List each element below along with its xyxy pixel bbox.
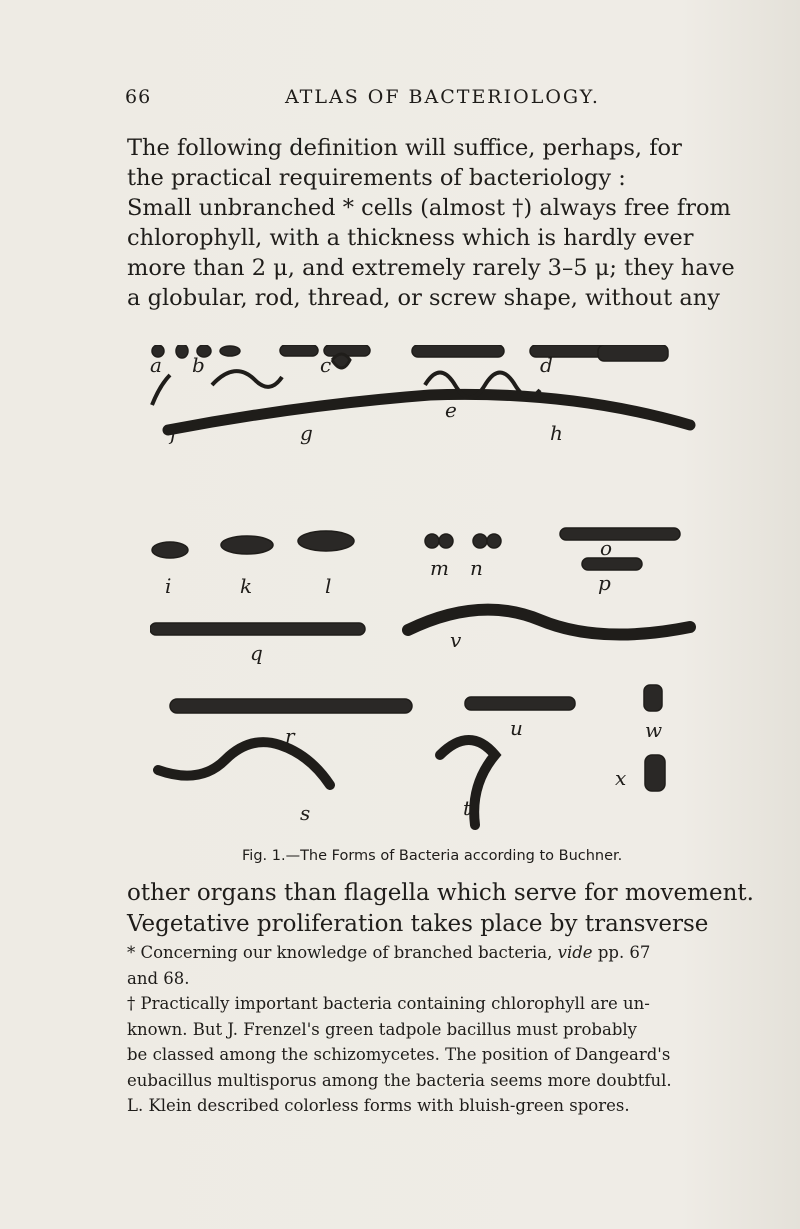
svg-text:v: v <box>450 628 462 652</box>
running-title: ATLAS OF BACTERIOLOGY. <box>285 86 600 108</box>
footnote-text: pp. 67 <box>592 943 651 962</box>
svg-text:w: w <box>645 718 663 742</box>
text-line: the practical requirements of bacteriology : <box>127 165 626 191</box>
figure-caption: Fig. 1.—The Forms of Bacteria according to Buchner. <box>242 848 623 864</box>
text-line: The following definition will suffice, perhaps, for <box>127 135 682 161</box>
footnote-2-cont: eubacillus multisporus among the bacteria seems more doubtful. <box>127 1070 672 1090</box>
paragraph-1 <box>127 133 735 313</box>
footnote-text: * Concerning our knowledge of branched bacteria, <box>127 943 558 962</box>
page-number: 66 <box>125 86 152 108</box>
svg-text:n: n <box>470 556 483 580</box>
footnote-2-cont: be classed among the schizomycetes. The position of Dangeard's <box>127 1045 671 1064</box>
svg-text:b: b <box>192 353 205 377</box>
svg-text:a: a <box>150 353 162 377</box>
svg-text:o: o <box>600 536 613 560</box>
text-line: Small unbranched * cells (almost †) always free from <box>127 195 731 221</box>
svg-text:d: d <box>540 353 553 377</box>
svg-text:r: r <box>285 724 295 748</box>
footnote-2-cont: L. Klein described colorless forms with bluish-green spores. <box>127 1096 630 1115</box>
svg-text:l: l <box>325 574 332 598</box>
svg-text:g: g <box>300 421 313 445</box>
svg-text:e: e <box>445 398 457 422</box>
svg-text:u: u <box>510 716 523 740</box>
svg-text:i: i <box>165 574 172 598</box>
text-line: more than 2 μ, and extremely rarely 3–5 μ; they have <box>127 255 735 281</box>
bacteria-illustration <box>150 345 710 845</box>
text-line: other organs than flagella which serve for movement. <box>127 880 754 906</box>
svg-text:p: p <box>598 571 611 595</box>
text-line: a globular, rod, thread, or screw shape, without any <box>127 285 720 311</box>
svg-text:x: x <box>615 766 627 790</box>
bacteria-forms-figure <box>150 345 710 845</box>
svg-text:k: k <box>240 574 253 598</box>
svg-text:f: f <box>170 421 178 445</box>
footnotes <box>127 940 687 1119</box>
footnote-1 <box>127 940 687 966</box>
svg-text:t: t <box>463 796 472 820</box>
svg-text:m: m <box>430 556 449 580</box>
svg-text:s: s <box>300 801 311 825</box>
footnote-2: † Practically important bacteria containing chlorophyll are un- <box>127 994 650 1013</box>
paragraph-2 <box>127 878 754 940</box>
footnote-emphasis: vide <box>557 943 593 962</box>
svg-text:c: c <box>320 353 332 377</box>
text-line: chlorophyll, with a thickness which is hardly ever <box>127 225 694 251</box>
footnote-1-cont: and 68. <box>127 968 190 988</box>
svg-text:h: h <box>550 421 563 445</box>
svg-text:q: q <box>250 641 263 665</box>
footnote-2-cont: known. But J. Frenzel's green tadpole bacillus must probably <box>127 1019 637 1039</box>
text-line: Vegetative proliferation takes place by transverse <box>127 911 709 937</box>
